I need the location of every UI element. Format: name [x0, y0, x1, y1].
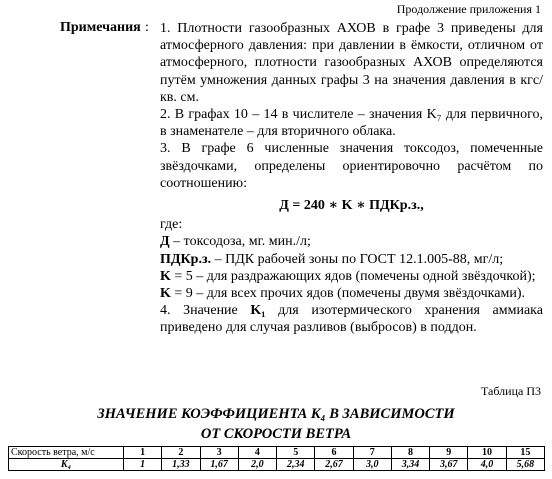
definition-d-term: Д: [160, 234, 170, 250]
table-title-line-2: ОТ СКОРОСТИ ВЕТРА: [200, 426, 352, 442]
note-3: 3. В графе 6 численные значения токсодоз, помеченные звёздочками, определены ориентировочно расчётом по соотношению:: [160, 141, 543, 191]
definition-pdk-term: ПДКр.з.: [160, 251, 212, 267]
table-title-line-1: ЗНАЧЕНИЕ КОЭФФИЦИЕНТА K₄ В ЗАВИСИМОСТИ: [97, 406, 455, 422]
k4-cell: 1,33: [162, 459, 200, 471]
speed-cell: 10: [468, 447, 506, 459]
k4-cell: 3,67: [430, 459, 468, 471]
note-2: 2. В графах 10 – 14 в числителе – значения K₇ для первичного, в знаменателе – для вторичного облака.: [160, 107, 543, 140]
definition-k9-text: = 9 – для всех прочих ядов (помечены двумя звёздочками).: [170, 286, 525, 302]
note-4: [160, 302, 543, 336]
k4-cell: 4,0: [468, 459, 506, 471]
k4-cell: 2,67: [315, 459, 353, 471]
definition-k9: [160, 285, 543, 302]
k4-cell: 1: [124, 459, 162, 471]
k4-cell: 1,67: [200, 459, 238, 471]
speed-cell: 7: [353, 447, 391, 459]
definition-k5: [160, 268, 543, 285]
table-label: Таблица П3: [481, 384, 541, 398]
k4-cell: 2,34: [277, 459, 315, 471]
k4-cell: 2,0: [238, 459, 276, 471]
k4-table: [8, 446, 545, 471]
definition-k9-term: K: [160, 286, 171, 302]
notes-heading: Примечания: [60, 20, 141, 35]
notes-body: [160, 20, 543, 337]
table-title: [0, 404, 552, 444]
speed-cell: 5: [277, 447, 315, 459]
k4-cell: 3,0: [353, 459, 391, 471]
toxodose-formula: Д = 240 ∗ K ∗ ПДКр.з.,: [279, 198, 424, 214]
definition-k5-term: K: [160, 268, 171, 284]
k4-cell: 5,68: [506, 459, 544, 471]
definition-d-text: – токсодоза, мг. мин./л;: [169, 234, 311, 250]
note-4-start: 4. Значение: [160, 303, 251, 319]
continuation-note: Продолжение приложения 1: [396, 2, 541, 16]
definition-d: [160, 233, 543, 250]
speed-cell: 4: [238, 447, 276, 459]
k4-cell: 3,34: [391, 459, 429, 471]
note-1: 1. Плотности газообразных АХОВ в графе 3 приведены для атмосферного давления: при давлении в ёмкости, отличном от атмосферного, плотности газообразных АХОВ определяются путём умножения данных графы 3 на значения давления в кгс/кв. см.: [160, 21, 543, 105]
speed-cell: 6: [315, 447, 353, 459]
speed-cell: 2: [162, 447, 200, 459]
notes-colon: :: [145, 20, 149, 35]
speed-cell: 1: [124, 447, 162, 459]
speed-cell: 9: [430, 447, 468, 459]
definition-k5-text: = 5 – для раздражающих ядов (помечены одной звёздочкой);: [170, 268, 536, 284]
speed-cell: 8: [391, 447, 429, 459]
row-header-k4: K₄: [9, 459, 124, 471]
table-row-k4: [9, 459, 545, 471]
speed-cell: 15: [506, 447, 544, 459]
row-header-speed: Скорость ветра, м/с: [9, 447, 124, 459]
speed-cell: 3: [200, 447, 238, 459]
note-4-end: для изотермического хранения аммиака приведено для случая разливов (выбросов) в поддон.: [160, 303, 543, 336]
definition-pdk: [160, 251, 543, 268]
definition-pdk-text: – ПДК рабочей зоны по ГОСТ 12.1.005-88, мг/л;: [211, 251, 504, 267]
where-label: где:: [160, 217, 183, 233]
table-row-speed: [9, 447, 545, 459]
note-4-term: K₁: [250, 303, 266, 319]
